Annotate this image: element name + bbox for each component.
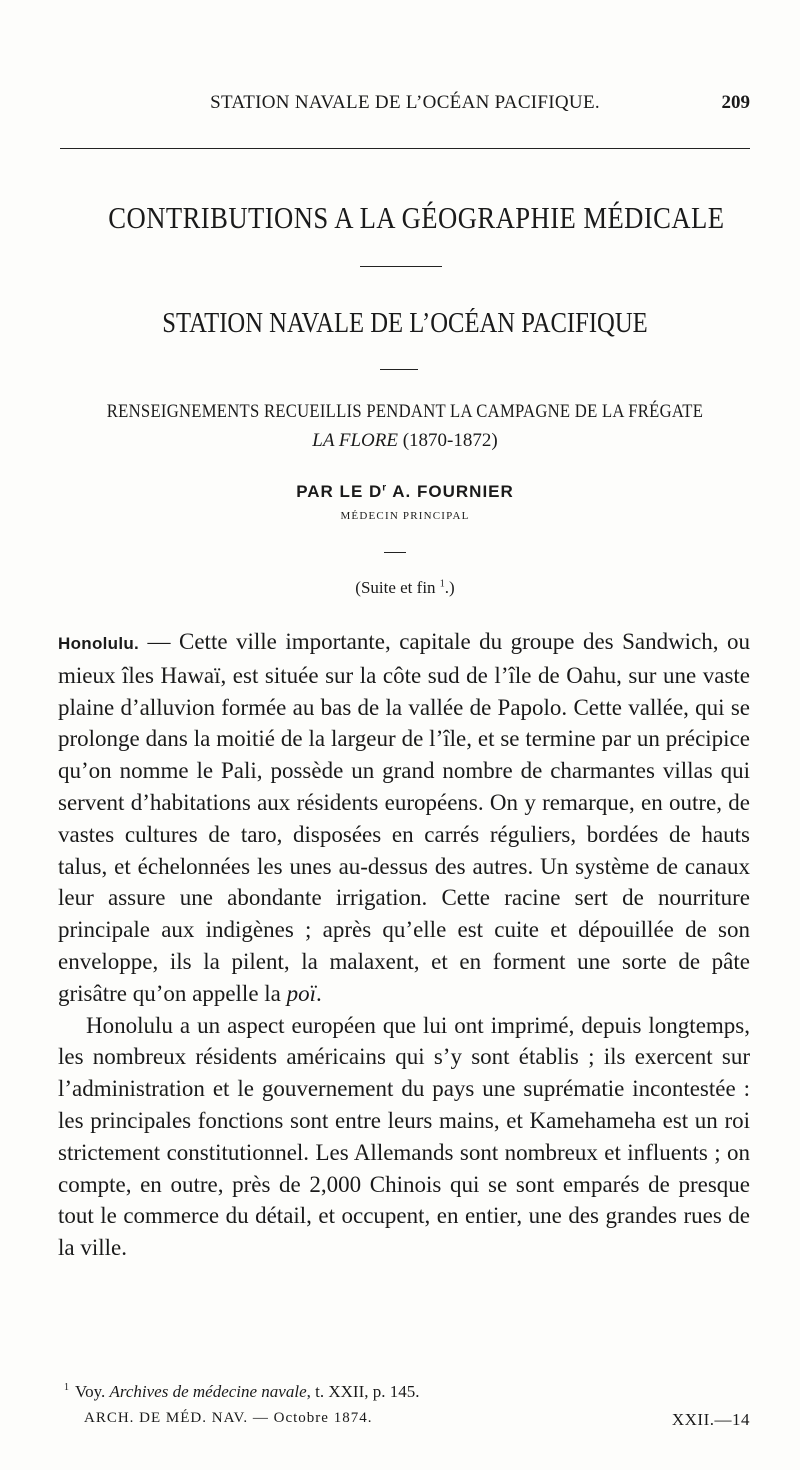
title-divider: [360, 266, 442, 267]
ship-name: LA FLORE: [312, 430, 398, 451]
page-number: 209: [721, 92, 750, 113]
author-prefix: PAR LE D: [296, 482, 383, 501]
footnote-prefix: Voy.: [75, 1382, 110, 1401]
suite-end: .): [444, 578, 455, 597]
footnote-mark: 1: [64, 1382, 69, 1394]
subtitle-divider: [380, 369, 418, 370]
footnote-suffix: , t. XXII, p. 145.: [306, 1382, 420, 1401]
footer-signature: XXII.—14: [671, 1410, 750, 1429]
footnote: [64, 1382, 754, 1402]
paragraph1-text-b: .: [316, 980, 322, 1006]
ship-line: [60, 430, 750, 452]
paragraph-honolulu: [58, 626, 750, 1010]
footnote-journal: Archives de médecine navale: [109, 1382, 307, 1401]
paragraph-aspect: Honolulu a un aspect européen que lui ont imprimé, depuis longtemps, les nombreux résidents américains qui s’y sont établis ; ils exercent sur l’administration et le gouvernement du pays une suprématie incontestée : les principales fonctions sont entre leurs mains, et Kamehameha est un roi strictement constitutionnel. Les Allemands sont nombreux et influents ; on compte, en outre, près de 2,000 Chinois qui se sont emparés de presque tout le commerce du détail, et occupent, en entier, une des grandes rues de la ville.: [58, 1012, 750, 1261]
suite-note: [60, 578, 750, 598]
article-title: CONTRIBUTIONS A LA GÉOGRAPHIE MÉDICALE: [108, 200, 725, 235]
renseignements-line: RENSEIGNEMENTS RECUEILLIS PENDANT LA CAMPAGNE DE LA FRÉGATE: [106, 402, 704, 422]
author-line: [60, 482, 750, 502]
footer-journal-date: ARCH. DE MÉD. NAV. — Octobre 1874.: [84, 1410, 373, 1426]
header-rule: [60, 148, 750, 149]
running-head: [60, 92, 750, 122]
paragraph1-italic: poï: [286, 980, 317, 1006]
running-head-title: STATION NAVALE DE L’OCÉAN PACIFIQUE.: [210, 92, 600, 113]
page-footer: [84, 1410, 750, 1427]
suite-text: (Suite et fin: [355, 578, 436, 597]
article-subtitle: STATION NAVALE DE L’OCÉAN PACIFIQUE: [162, 308, 648, 339]
author-divider: [384, 552, 406, 553]
author-name: A. FOURNIER: [392, 482, 514, 501]
author-prefix-sup: r: [382, 482, 388, 494]
suite-footnote-ref: 1: [439, 578, 445, 590]
paragraph-lead-word: Honolulu.: [58, 634, 140, 653]
author-role: MÉDECIN PRINCIPAL: [340, 510, 470, 522]
paragraph1-text-a: — Cette ville importante, capitale du groupe des Sandwich, ou mieux îles Hawaï, est située sur la côte sud de l’île de Oahu, sur une vaste plaine d’alluvion formée au bas de la vallée de Papolo. Cette vallée, qui se prolonge dans la moitié de la largeur de l’île, et se termine par un précipice qu’on nomme le Pali, possède un grand nombre de charmantes villas qui servent d’habitations aux résidents européens. On y remarque, en outre, de vastes cultures de taro, disposées en carrés réguliers, bordées de hauts talus, et échelonnées les unes au-dessus des autres. Un système de canaux leur assure une abondante irrigation. Cette racine sert de nourriture principale aux indigènes ; après qu’elle est cuite et dépouillée de son enveloppe, ils la pilent, la malaxent, et en forment une sorte de pâte grisâtre qu’on appelle la: [58, 629, 750, 1006]
body-text: [58, 626, 750, 1264]
ship-years: (1870-1872): [402, 430, 498, 451]
